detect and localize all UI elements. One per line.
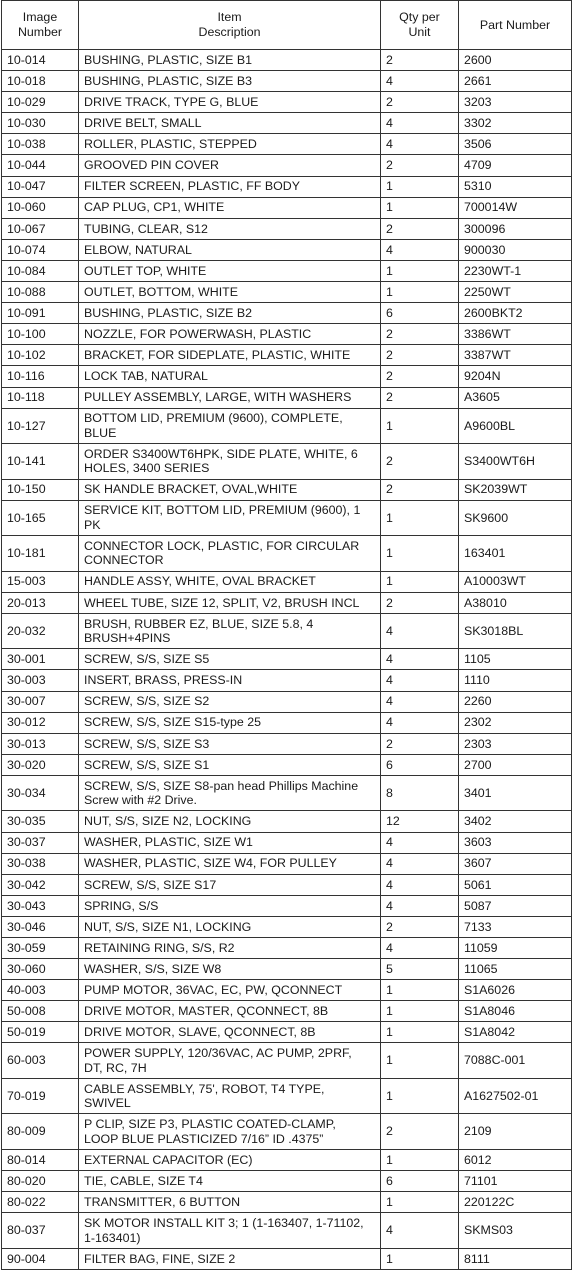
table-row	[2, 408, 572, 444]
image-number-cell: 10-014	[2, 50, 79, 71]
image-number-cell: 30-038	[2, 853, 79, 874]
item-description-cell: NUT, S/S, SIZE N1, LOCKING	[79, 916, 381, 937]
qty-per-unit-cell: 2	[381, 1114, 459, 1150]
qty-per-unit-cell: 6	[381, 303, 459, 324]
table-row	[2, 260, 572, 281]
image-number-cell: 30-020	[2, 754, 79, 775]
part-number-cell: 8111	[459, 1248, 572, 1269]
part-number-cell: 5310	[459, 176, 572, 197]
parts-table	[1, 0, 572, 1270]
qty-per-unit-cell: 1	[381, 282, 459, 303]
part-number-cell: 5087	[459, 895, 572, 916]
image-number-cell: 10-044	[2, 155, 79, 176]
image-number-cell: 30-007	[2, 691, 79, 712]
table-row	[2, 959, 572, 980]
image-number-cell: 30-059	[2, 938, 79, 959]
item-description-cell: ORDER S3400WT6HPK, SIDE PLATE, WHITE, 6 HOLES, 3400 SERIES	[79, 444, 381, 480]
qty-per-unit-cell: 1	[381, 1043, 459, 1079]
part-number-cell: 3203	[459, 92, 572, 113]
qty-per-unit-cell: 2	[381, 444, 459, 480]
qty-per-unit-cell: 2	[381, 50, 459, 71]
table-row	[2, 218, 572, 239]
image-number-cell: 20-013	[2, 592, 79, 613]
part-number-cell: 2230WT-1	[459, 260, 572, 281]
item-description-cell: FILTER BAG, FINE, SIZE 2	[79, 1248, 381, 1269]
image-number-cell: 10-116	[2, 366, 79, 387]
qty-per-unit-cell: 8	[381, 775, 459, 811]
item-description-cell: TUBING, CLEAR, S12	[79, 218, 381, 239]
image-number-cell: 80-009	[2, 1114, 79, 1150]
qty-per-unit-cell: 4	[381, 113, 459, 134]
qty-per-unit-cell: 4	[381, 239, 459, 260]
table-row	[2, 571, 572, 592]
part-number-cell: 6012	[459, 1149, 572, 1170]
qty-per-unit-cell: 2	[381, 916, 459, 937]
item-description-cell: SCREW, S/S, SIZE S15-type 25	[79, 712, 381, 733]
image-number-cell: 10-165	[2, 500, 79, 536]
item-description-cell: POWER SUPPLY, 120/36VAC, AC PUMP, 2PRF, DT, RC, 7H	[79, 1043, 381, 1079]
part-number-cell: 700014W	[459, 197, 572, 218]
qty-per-unit-cell: 1	[381, 1022, 459, 1043]
image-number-cell: 30-003	[2, 670, 79, 691]
part-number-cell: 3302	[459, 113, 572, 134]
table-row	[2, 239, 572, 260]
qty-per-unit-cell: 2	[381, 345, 459, 366]
item-description-cell: BUSHING, PLASTIC, SIZE B3	[79, 71, 381, 92]
item-description-cell: DRIVE MOTOR, MASTER, QCONNECT, 8B	[79, 1001, 381, 1022]
item-description-cell: FILTER SCREEN, PLASTIC, FF BODY	[79, 176, 381, 197]
item-description-cell: TRANSMITTER, 6 BUTTON	[79, 1192, 381, 1213]
item-description-cell: CAP PLUG, CP1, WHITE	[79, 197, 381, 218]
image-number-cell: 30-060	[2, 959, 79, 980]
item-description-cell: DRIVE TRACK, TYPE G, BLUE	[79, 92, 381, 113]
table-row	[2, 500, 572, 536]
table-row	[2, 874, 572, 895]
part-number-cell: SKMS03	[459, 1213, 572, 1249]
qty-per-unit-cell: 1	[381, 1149, 459, 1170]
table-row	[2, 1149, 572, 1170]
qty-per-unit-cell: 4	[381, 691, 459, 712]
item-description-cell: ROLLER, PLASTIC, STEPPED	[79, 134, 381, 155]
part-number-cell: A10003WT	[459, 571, 572, 592]
image-number-cell: 10-102	[2, 345, 79, 366]
item-description-cell: LOCK TAB, NATURAL	[79, 366, 381, 387]
part-number-cell: S1A8042	[459, 1022, 572, 1043]
part-number-cell: 1105	[459, 649, 572, 670]
table-body	[2, 50, 572, 1270]
table-row	[2, 775, 572, 811]
image-number-cell: 30-037	[2, 832, 79, 853]
image-number-cell: 10-038	[2, 134, 79, 155]
table-row	[2, 1192, 572, 1213]
image-number-cell: 30-043	[2, 895, 79, 916]
qty-per-unit-cell: 4	[381, 1213, 459, 1249]
table-row	[2, 155, 572, 176]
item-description-cell: EXTERNAL CAPACITOR (EC)	[79, 1149, 381, 1170]
table-row	[2, 853, 572, 874]
part-number-cell: SK2039WT	[459, 479, 572, 500]
item-description-cell: BUSHING, PLASTIC, SIZE B2	[79, 303, 381, 324]
part-number-cell: 9204N	[459, 366, 572, 387]
part-number-cell: 71101	[459, 1171, 572, 1192]
image-number-cell: 10-141	[2, 444, 79, 480]
table-row	[2, 938, 572, 959]
part-number-cell: 300096	[459, 218, 572, 239]
table-row	[2, 113, 572, 134]
part-number-cell: 7088C-001	[459, 1043, 572, 1079]
item-description-cell: BOTTOM LID, PREMIUM (9600), COMPLETE, BLUE	[79, 408, 381, 444]
item-description-cell: CONNECTOR LOCK, PLASTIC, FOR CIRCULAR CONNECTOR	[79, 536, 381, 572]
qty-per-unit-cell: 4	[381, 895, 459, 916]
item-description-cell: SCREW, S/S, SIZE S3	[79, 733, 381, 754]
part-number-cell: 11059	[459, 938, 572, 959]
part-number-cell: 3386WT	[459, 324, 572, 345]
image-number-cell: 60-003	[2, 1043, 79, 1079]
part-number-cell: 7133	[459, 916, 572, 937]
qty-per-unit-cell: 2	[381, 92, 459, 113]
item-description-cell: BRACKET, FOR SIDEPLATE, PLASTIC, WHITE	[79, 345, 381, 366]
item-description-cell: SCREW, S/S, SIZE S8-pan head Phillips Machine Screw with #2 Drive.	[79, 775, 381, 811]
part-number-header: Part Number	[459, 1, 572, 50]
part-number-cell: SK3018BL	[459, 613, 572, 649]
image-number-cell: 80-014	[2, 1149, 79, 1170]
table-row	[2, 691, 572, 712]
image-number-cell: 10-074	[2, 239, 79, 260]
item-description-header: Item Description	[79, 1, 381, 50]
item-description-cell: DRIVE MOTOR, SLAVE, QCONNECT, 8B	[79, 1022, 381, 1043]
part-number-cell: 2600BKT2	[459, 303, 572, 324]
item-description-cell: SK HANDLE BRACKET, OVAL,WHITE	[79, 479, 381, 500]
part-number-cell: 2303	[459, 733, 572, 754]
table-row	[2, 613, 572, 649]
qty-per-unit-cell: 4	[381, 853, 459, 874]
part-number-cell: A9600BL	[459, 408, 572, 444]
table-row	[2, 1213, 572, 1249]
qty-per-unit-cell: 1	[381, 1001, 459, 1022]
part-number-cell: 163401	[459, 536, 572, 572]
item-description-cell: ELBOW, NATURAL	[79, 239, 381, 260]
image-number-cell: 10-100	[2, 324, 79, 345]
image-number-cell: 30-001	[2, 649, 79, 670]
image-number-cell: 90-004	[2, 1248, 79, 1269]
item-description-cell: INSERT, BRASS, PRESS-IN	[79, 670, 381, 691]
qty-per-unit-cell: 2	[381, 387, 459, 408]
part-number-cell: 3401	[459, 775, 572, 811]
qty-per-unit-cell: 1	[381, 1248, 459, 1269]
item-description-cell: TIE, CABLE, SIZE T4	[79, 1171, 381, 1192]
item-description-cell: PULLEY ASSEMBLY, LARGE, WITH WASHERS	[79, 387, 381, 408]
table-row	[2, 536, 572, 572]
table-row	[2, 754, 572, 775]
image-number-cell: 80-020	[2, 1171, 79, 1192]
table-row	[2, 832, 572, 853]
item-description-cell: NUT, S/S, SIZE N2, LOCKING	[79, 811, 381, 832]
image-number-cell: 30-013	[2, 733, 79, 754]
table-row	[2, 670, 572, 691]
table-row	[2, 282, 572, 303]
qty-per-unit-cell: 4	[381, 649, 459, 670]
table-row	[2, 303, 572, 324]
qty-per-unit-cell: 12	[381, 811, 459, 832]
header-row	[2, 1, 572, 50]
part-number-cell: 11065	[459, 959, 572, 980]
qty-per-unit-cell: 6	[381, 754, 459, 775]
qty-per-unit-cell: 4	[381, 71, 459, 92]
image-number-cell: 10-088	[2, 282, 79, 303]
table-row	[2, 1043, 572, 1079]
table-row	[2, 733, 572, 754]
item-description-cell: WASHER, PLASTIC, SIZE W1	[79, 832, 381, 853]
image-number-cell: 10-018	[2, 71, 79, 92]
table-header	[2, 1, 572, 50]
item-description-cell: SCREW, S/S, SIZE S1	[79, 754, 381, 775]
part-number-cell: A3605	[459, 387, 572, 408]
item-description-cell: PUMP MOTOR, 36VAC, EC, PW, QCONNECT	[79, 980, 381, 1001]
item-description-cell: CABLE ASSEMBLY, 75', ROBOT, T4 TYPE, SWIVEL	[79, 1078, 381, 1114]
item-description-cell: SERVICE KIT, BOTTOM LID, PREMIUM (9600), 1 PK	[79, 500, 381, 536]
table-row	[2, 1078, 572, 1114]
qty-per-unit-cell: 2	[381, 592, 459, 613]
table-row	[2, 1001, 572, 1022]
table-row	[2, 324, 572, 345]
image-number-cell: 80-022	[2, 1192, 79, 1213]
image-number-cell: 10-118	[2, 387, 79, 408]
part-number-cell: 2109	[459, 1114, 572, 1150]
qty-per-unit-cell: 1	[381, 1192, 459, 1213]
part-number-cell: 3506	[459, 134, 572, 155]
part-number-cell: 2661	[459, 71, 572, 92]
item-description-cell: NOZZLE, FOR POWERWASH, PLASTIC	[79, 324, 381, 345]
table-row	[2, 1171, 572, 1192]
qty-per-unit-cell: 4	[381, 613, 459, 649]
table-row	[2, 895, 572, 916]
qty-per-unit-cell: 4	[381, 670, 459, 691]
qty-per-unit-cell: 1	[381, 260, 459, 281]
qty-per-unit-cell: 1	[381, 536, 459, 572]
image-number-cell: 10-150	[2, 479, 79, 500]
image-number-header: Image Number	[2, 1, 79, 50]
table-row	[2, 1022, 572, 1043]
qty-per-unit-cell: 2	[381, 218, 459, 239]
qty-per-unit-cell: 6	[381, 1171, 459, 1192]
table-row	[2, 176, 572, 197]
table-row	[2, 811, 572, 832]
item-description-cell: WASHER, PLASTIC, SIZE W4, FOR PULLEY	[79, 853, 381, 874]
item-description-cell: HANDLE ASSY, WHITE, OVAL BRACKET	[79, 571, 381, 592]
part-number-cell: 1110	[459, 670, 572, 691]
image-number-cell: 15-003	[2, 571, 79, 592]
table-row	[2, 712, 572, 733]
part-number-cell: 900030	[459, 239, 572, 260]
item-description-cell: OUTLET TOP, WHITE	[79, 260, 381, 281]
part-number-cell: A1627502-01	[459, 1078, 572, 1114]
qty-per-unit-cell: 5	[381, 959, 459, 980]
item-description-cell: GROOVED PIN COVER	[79, 155, 381, 176]
table-row	[2, 1114, 572, 1150]
table-row	[2, 366, 572, 387]
table-row	[2, 916, 572, 937]
qty-per-unit-cell: 4	[381, 874, 459, 895]
item-description-cell: P CLIP, SIZE P3, PLASTIC COATED-CLAMP, LOOP BLUE PLASTICIZED 7/16” ID .4375”	[79, 1114, 381, 1150]
item-description-cell: SCREW, S/S, SIZE S2	[79, 691, 381, 712]
part-number-cell: 3603	[459, 832, 572, 853]
part-number-cell: 2302	[459, 712, 572, 733]
table-row	[2, 134, 572, 155]
table-row	[2, 1248, 572, 1269]
qty-per-unit-cell: 1	[381, 980, 459, 1001]
qty-per-unit-cell: 1	[381, 500, 459, 536]
table-row	[2, 345, 572, 366]
item-description-cell: SCREW, S/S, SIZE S17	[79, 874, 381, 895]
image-number-cell: 10-127	[2, 408, 79, 444]
qty-per-unit-cell: 1	[381, 571, 459, 592]
part-number-cell: A38010	[459, 592, 572, 613]
part-number-cell: S1A8046	[459, 1001, 572, 1022]
image-number-cell: 30-035	[2, 811, 79, 832]
item-description-cell: DRIVE BELT, SMALL	[79, 113, 381, 134]
part-number-cell: 2260	[459, 691, 572, 712]
image-number-cell: 30-046	[2, 916, 79, 937]
item-description-cell: WASHER, S/S, SIZE W8	[79, 959, 381, 980]
part-number-cell: 3387WT	[459, 345, 572, 366]
qty-per-unit-cell: 1	[381, 1078, 459, 1114]
image-number-cell: 10-060	[2, 197, 79, 218]
image-number-cell: 20-032	[2, 613, 79, 649]
qty-per-unit-cell: 1	[381, 408, 459, 444]
image-number-cell: 40-003	[2, 980, 79, 1001]
table-row	[2, 197, 572, 218]
item-description-cell: WHEEL TUBE, SIZE 12, SPLIT, V2, BRUSH INCL	[79, 592, 381, 613]
part-number-cell: S3400WT6H	[459, 444, 572, 480]
table-row	[2, 387, 572, 408]
image-number-cell: 50-019	[2, 1022, 79, 1043]
image-number-cell: 30-034	[2, 775, 79, 811]
qty-per-unit-header: Qty per Unit	[381, 1, 459, 50]
qty-per-unit-cell: 4	[381, 938, 459, 959]
item-description-cell: BRUSH, RUBBER EZ, BLUE, SIZE 5.8, 4 BRUSH+4PINS	[79, 613, 381, 649]
table-row	[2, 71, 572, 92]
table-row	[2, 50, 572, 71]
part-number-cell: 220122C	[459, 1192, 572, 1213]
qty-per-unit-cell: 4	[381, 712, 459, 733]
part-number-cell: 3607	[459, 853, 572, 874]
image-number-cell: 10-084	[2, 260, 79, 281]
table-row	[2, 980, 572, 1001]
image-number-cell: 70-019	[2, 1078, 79, 1114]
item-description-cell: BUSHING, PLASTIC, SIZE B1	[79, 50, 381, 71]
table-row	[2, 479, 572, 500]
part-number-cell: SK9600	[459, 500, 572, 536]
image-number-cell: 10-091	[2, 303, 79, 324]
qty-per-unit-cell: 2	[381, 479, 459, 500]
part-number-cell: 2700	[459, 754, 572, 775]
table-row	[2, 649, 572, 670]
table-row	[2, 444, 572, 480]
qty-per-unit-cell: 4	[381, 832, 459, 853]
part-number-cell: 2250WT	[459, 282, 572, 303]
item-description-cell: SK MOTOR INSTALL KIT 3; 1 (1-163407, 1-71102, 1-163401)	[79, 1213, 381, 1249]
part-number-cell: 3402	[459, 811, 572, 832]
part-number-cell: 5061	[459, 874, 572, 895]
qty-per-unit-cell: 1	[381, 197, 459, 218]
qty-per-unit-cell: 4	[381, 134, 459, 155]
part-number-cell: 4709	[459, 155, 572, 176]
qty-per-unit-cell: 2	[381, 733, 459, 754]
image-number-cell: 10-181	[2, 536, 79, 572]
qty-per-unit-cell: 2	[381, 366, 459, 387]
image-number-cell: 10-067	[2, 218, 79, 239]
image-number-cell: 80-037	[2, 1213, 79, 1249]
image-number-cell: 10-047	[2, 176, 79, 197]
image-number-cell: 30-042	[2, 874, 79, 895]
item-description-cell: OUTLET, BOTTOM, WHITE	[79, 282, 381, 303]
image-number-cell: 10-030	[2, 113, 79, 134]
table-row	[2, 592, 572, 613]
qty-per-unit-cell: 2	[381, 155, 459, 176]
part-number-cell: 2600	[459, 50, 572, 71]
item-description-cell: SPRING, S/S	[79, 895, 381, 916]
image-number-cell: 50-008	[2, 1001, 79, 1022]
qty-per-unit-cell: 2	[381, 324, 459, 345]
part-number-cell: S1A6026	[459, 980, 572, 1001]
item-description-cell: RETAINING RING, S/S, R2	[79, 938, 381, 959]
image-number-cell: 30-012	[2, 712, 79, 733]
image-number-cell: 10-029	[2, 92, 79, 113]
item-description-cell: SCREW, S/S, SIZE S5	[79, 649, 381, 670]
qty-per-unit-cell: 1	[381, 176, 459, 197]
table-row	[2, 92, 572, 113]
